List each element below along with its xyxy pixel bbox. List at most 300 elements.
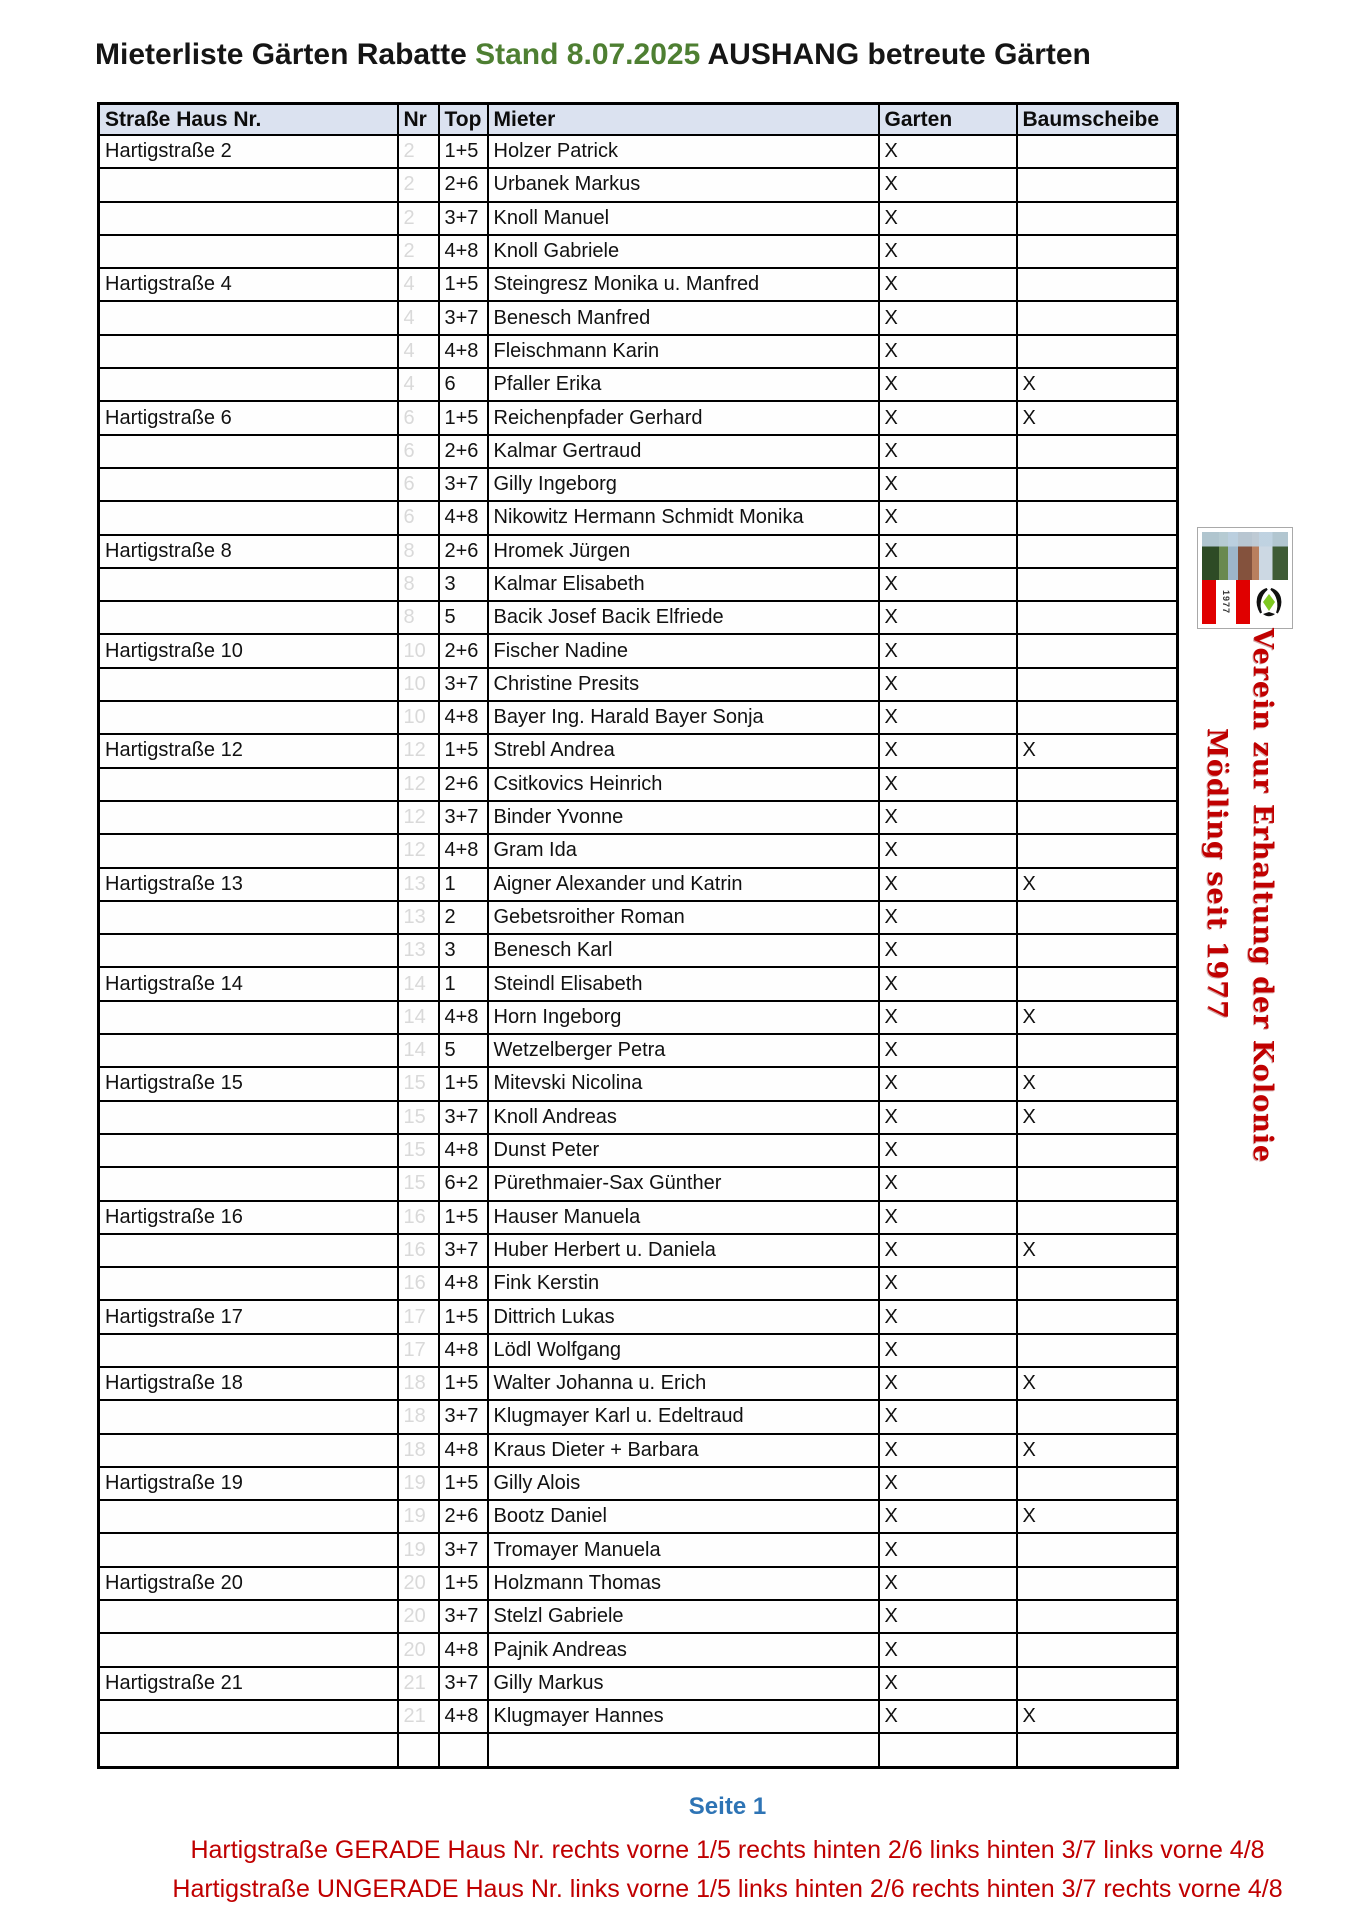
cell-nr: 2	[398, 202, 439, 235]
cell-baum: X	[1017, 734, 1178, 767]
cell-street	[99, 1034, 398, 1067]
logo-year-label: 1977	[1221, 589, 1232, 614]
table-row	[99, 468, 1178, 501]
cell-garten: X	[879, 768, 1017, 801]
cell-street: Hartigstraße 8	[99, 535, 398, 568]
cell-baum	[1017, 301, 1178, 334]
cell-street	[99, 202, 398, 235]
cell-street	[99, 701, 398, 734]
logo-bottom	[1202, 580, 1288, 624]
cell-baum	[1017, 701, 1178, 734]
cell-baum	[1017, 335, 1178, 368]
cell-nr: 8	[398, 535, 439, 568]
cell-top: 3+7	[439, 1101, 488, 1134]
cell-baum	[1017, 1567, 1178, 1600]
table-row	[99, 335, 1178, 368]
cell-nr: 20	[398, 1600, 439, 1633]
table-row	[99, 1667, 1178, 1700]
table-row	[99, 501, 1178, 534]
cell-garten: X	[879, 1500, 1017, 1533]
cell-nr: 20	[398, 1633, 439, 1666]
cell-garten: X	[879, 501, 1017, 534]
cell-mieter: Aigner Alexander und Katrin	[488, 868, 879, 901]
cell-top: 2	[439, 901, 488, 934]
cell-street	[99, 668, 398, 701]
table-row	[99, 1101, 1178, 1134]
cell-top: 1	[439, 967, 488, 1000]
table-row	[99, 168, 1178, 201]
table-row	[99, 135, 1178, 168]
cell-street	[99, 435, 398, 468]
cell-nr: 8	[398, 568, 439, 601]
cell-top: 1+5	[439, 1367, 488, 1400]
cell-garten: X	[879, 368, 1017, 401]
cell-baum	[1017, 535, 1178, 568]
cell-nr: 13	[398, 934, 439, 967]
cell-nr: 6	[398, 501, 439, 534]
table-row	[99, 734, 1178, 767]
cell-garten: X	[879, 967, 1017, 1000]
cell-street: Hartigstraße 2	[99, 135, 398, 168]
table-row	[99, 1400, 1178, 1433]
table-row	[99, 268, 1178, 301]
cell-top: 4+8	[439, 235, 488, 268]
cell-top: 3+7	[439, 1234, 488, 1267]
vertical-text-line2: Mödling seit 1977	[1201, 728, 1232, 1020]
table-row	[99, 801, 1178, 834]
cell-street	[99, 168, 398, 201]
cell-baum: X	[1017, 1434, 1178, 1467]
cell-nr: 15	[398, 1167, 439, 1200]
cell-baum: X	[1017, 368, 1178, 401]
flag-white-bar	[1216, 580, 1235, 624]
cell-street	[99, 1700, 398, 1733]
cell-garten: X	[879, 1034, 1017, 1067]
cell-nr: 18	[398, 1434, 439, 1467]
cell-baum	[1017, 1267, 1178, 1300]
cell-street	[99, 301, 398, 334]
cell-street: Hartigstraße 17	[99, 1300, 398, 1333]
cell-street	[99, 768, 398, 801]
cell-nr: 6	[398, 435, 439, 468]
cell-mieter: Gebetsroither Roman	[488, 901, 879, 934]
cell-baum	[1017, 901, 1178, 934]
table-row	[99, 1434, 1178, 1467]
table-row	[99, 668, 1178, 701]
table-row	[99, 1201, 1178, 1234]
cell-street	[99, 1334, 398, 1367]
cell-street	[99, 1733, 398, 1767]
table-row	[99, 1300, 1178, 1333]
cell-nr: 18	[398, 1400, 439, 1433]
logo-photo	[1202, 532, 1288, 580]
cell-street: Hartigstraße 18	[99, 1367, 398, 1400]
cell-garten: X	[879, 1567, 1017, 1600]
cell-nr: 2	[398, 235, 439, 268]
cell-street: Hartigstraße 14	[99, 967, 398, 1000]
tenant-table	[97, 102, 1179, 1769]
cell-nr: 6	[398, 468, 439, 501]
cell-mieter: Fleischmann Karin	[488, 335, 879, 368]
cell-mieter: Bacik Josef Bacik Elfriede	[488, 601, 879, 634]
cell-street	[99, 801, 398, 834]
cell-top: 4+8	[439, 1700, 488, 1733]
cell-mieter: Knoll Gabriele	[488, 235, 879, 268]
cell-street: Hartigstraße 15	[99, 1067, 398, 1100]
cell-garten: X	[879, 568, 1017, 601]
cell-baum	[1017, 268, 1178, 301]
cell-garten: X	[879, 468, 1017, 501]
cell-street	[99, 235, 398, 268]
table-row	[99, 368, 1178, 401]
cell-mieter: Hromek Jürgen	[488, 535, 879, 568]
cell-garten: X	[879, 934, 1017, 967]
cell-baum: X	[1017, 868, 1178, 901]
cell-garten: X	[879, 1533, 1017, 1566]
cell-top: 1+5	[439, 268, 488, 301]
page-number: Seite 1	[688, 1793, 767, 1820]
cell-street	[99, 1234, 398, 1267]
cell-garten: X	[879, 868, 1017, 901]
table-row	[99, 901, 1178, 934]
cell-street: Hartigstraße 13	[99, 868, 398, 901]
cell-mieter: Holzer Patrick	[488, 135, 879, 168]
table-row	[99, 1600, 1178, 1633]
cell-nr: 16	[398, 1201, 439, 1234]
table-row	[99, 1567, 1178, 1600]
cell-street	[99, 1001, 398, 1034]
cell-street: Hartigstraße 6	[99, 401, 398, 434]
cell-top: 2+6	[439, 168, 488, 201]
cell-garten: X	[879, 901, 1017, 934]
cell-nr: 18	[398, 1367, 439, 1400]
table-row	[99, 301, 1178, 334]
header-top: Top	[439, 104, 488, 136]
title-text-left: Mieterliste Gärten Rabatte	[95, 38, 476, 71]
cell-street	[99, 1500, 398, 1533]
cell-top: 5	[439, 601, 488, 634]
cell-mieter: Dunst Peter	[488, 1134, 879, 1167]
cell-top: 3	[439, 934, 488, 967]
cell-garten	[879, 1733, 1017, 1767]
cell-top: 1+5	[439, 401, 488, 434]
cell-street	[99, 834, 398, 867]
cell-baum: X	[1017, 1367, 1178, 1400]
cell-garten: X	[879, 535, 1017, 568]
table-row	[99, 601, 1178, 634]
cell-top: 1+5	[439, 1201, 488, 1234]
cell-top: 5	[439, 1034, 488, 1067]
cell-garten: X	[879, 1667, 1017, 1700]
cell-garten: X	[879, 1367, 1017, 1400]
table-row	[99, 1733, 1178, 1767]
cell-top: 3+7	[439, 301, 488, 334]
page-footer	[120, 1793, 1335, 1909]
cell-garten: X	[879, 1134, 1017, 1167]
cell-garten: X	[879, 1467, 1017, 1500]
cell-nr: 10	[398, 668, 439, 701]
cell-garten: X	[879, 701, 1017, 734]
cell-baum	[1017, 834, 1178, 867]
table-row	[99, 868, 1178, 901]
cell-garten: X	[879, 668, 1017, 701]
table-row	[99, 1034, 1178, 1067]
cell-baum	[1017, 1633, 1178, 1666]
cell-top: 3+7	[439, 202, 488, 235]
cell-garten: X	[879, 1700, 1017, 1733]
cell-street	[99, 368, 398, 401]
cell-baum	[1017, 934, 1178, 967]
cell-nr: 19	[398, 1500, 439, 1533]
cell-baum: X	[1017, 1234, 1178, 1267]
cell-garten: X	[879, 1234, 1017, 1267]
cell-nr: 2	[398, 168, 439, 201]
cell-street	[99, 1167, 398, 1200]
cell-street	[99, 468, 398, 501]
table-row	[99, 1700, 1178, 1733]
cell-garten: X	[879, 634, 1017, 667]
cell-nr: 2	[398, 135, 439, 168]
austria-flag-band	[1202, 580, 1250, 624]
table-row	[99, 435, 1178, 468]
cell-nr: 4	[398, 368, 439, 401]
cell-mieter: Tromayer Manuela	[488, 1533, 879, 1566]
cell-baum	[1017, 801, 1178, 834]
cell-nr: 13	[398, 868, 439, 901]
cell-baum	[1017, 235, 1178, 268]
cell-top: 2+6	[439, 634, 488, 667]
cell-baum	[1017, 202, 1178, 235]
cell-mieter: Lödl Wolfgang	[488, 1334, 879, 1367]
cell-nr: 19	[398, 1533, 439, 1566]
cell-nr: 20	[398, 1567, 439, 1600]
cell-street	[99, 934, 398, 967]
cell-nr: 10	[398, 701, 439, 734]
cell-street	[99, 1600, 398, 1633]
cell-nr: 15	[398, 1101, 439, 1134]
table-row	[99, 568, 1178, 601]
cell-top: 2+6	[439, 535, 488, 568]
cell-nr: 6	[398, 401, 439, 434]
cell-garten: X	[879, 1400, 1017, 1433]
cell-nr: 4	[398, 301, 439, 334]
table-row	[99, 634, 1178, 667]
cell-street	[99, 501, 398, 534]
cell-baum: X	[1017, 1500, 1178, 1533]
footer-note-ungerade: Hartigstraße UNGERADE Haus Nr. links vorne 1/5 links hinten 2/6 rechts hinten 3/7 rechts vorne 4/8	[172, 1875, 1283, 1903]
cell-garten: X	[879, 1167, 1017, 1200]
cell-garten: X	[879, 1001, 1017, 1034]
cell-mieter: Gilly Ingeborg	[488, 468, 879, 501]
club-vertical-text	[1193, 628, 1285, 1164]
cell-mieter: Steindl Elisabeth	[488, 967, 879, 1000]
cell-mieter: Knoll Andreas	[488, 1101, 879, 1134]
cell-nr: 21	[398, 1667, 439, 1700]
cell-nr: 12	[398, 734, 439, 767]
cell-baum	[1017, 1134, 1178, 1167]
header-nr: Nr	[398, 104, 439, 136]
club-emblem-icon	[1250, 580, 1288, 624]
cell-garten: X	[879, 1334, 1017, 1367]
cell-mieter: Strebl Andrea	[488, 734, 879, 767]
cell-top: 1+5	[439, 1300, 488, 1333]
cell-nr: 8	[398, 601, 439, 634]
table-row	[99, 1467, 1178, 1500]
cell-nr: 15	[398, 1067, 439, 1100]
cell-baum	[1017, 568, 1178, 601]
cell-nr: 4	[398, 268, 439, 301]
table-row	[99, 768, 1178, 801]
cell-top: 3+7	[439, 801, 488, 834]
cell-street	[99, 568, 398, 601]
cell-mieter: Gilly Markus	[488, 1667, 879, 1700]
cell-garten: X	[879, 168, 1017, 201]
cell-mieter: Knoll Manuel	[488, 202, 879, 235]
cell-top: 3+7	[439, 468, 488, 501]
cell-mieter: Kalmar Elisabeth	[488, 568, 879, 601]
cell-baum	[1017, 1334, 1178, 1367]
cell-street	[99, 1434, 398, 1467]
cell-street	[99, 335, 398, 368]
cell-garten: X	[879, 301, 1017, 334]
cell-street: Hartigstraße 16	[99, 1201, 398, 1234]
table-row	[99, 1633, 1178, 1666]
cell-top: 1+5	[439, 734, 488, 767]
cell-baum	[1017, 435, 1178, 468]
cell-garten: X	[879, 1600, 1017, 1633]
cell-mieter: Christine Presits	[488, 668, 879, 701]
cell-garten: X	[879, 834, 1017, 867]
cell-street: Hartigstraße 19	[99, 1467, 398, 1500]
cell-baum	[1017, 468, 1178, 501]
header-mieter: Mieter	[488, 104, 879, 136]
cell-nr: 15	[398, 1134, 439, 1167]
cell-nr: 17	[398, 1334, 439, 1367]
cell-top: 4+8	[439, 1267, 488, 1300]
cell-street: Hartigstraße 12	[99, 734, 398, 767]
cell-baum	[1017, 1600, 1178, 1633]
cell-mieter: Kalmar Gertraud	[488, 435, 879, 468]
cell-garten: X	[879, 601, 1017, 634]
header-baumscheibe: Baumscheibe	[1017, 104, 1178, 136]
cell-mieter: Horn Ingeborg	[488, 1001, 879, 1034]
cell-street	[99, 1533, 398, 1566]
cell-garten: X	[879, 401, 1017, 434]
cell-top: 2+6	[439, 1500, 488, 1533]
title-date: Stand 8.07.2025	[475, 38, 701, 71]
cell-baum	[1017, 601, 1178, 634]
cell-mieter: Fischer Nadine	[488, 634, 879, 667]
cell-mieter: Holzmann Thomas	[488, 1567, 879, 1600]
cell-baum: X	[1017, 1101, 1178, 1134]
cell-top: 1+5	[439, 135, 488, 168]
cell-garten: X	[879, 268, 1017, 301]
cell-mieter: Pajnik Andreas	[488, 1633, 879, 1666]
cell-baum: X	[1017, 401, 1178, 434]
cell-nr: 14	[398, 1034, 439, 1067]
cell-mieter: Dittrich Lukas	[488, 1300, 879, 1333]
cell-baum: X	[1017, 1700, 1178, 1733]
table-row	[99, 1500, 1178, 1533]
cell-top: 4+8	[439, 701, 488, 734]
cell-garten: X	[879, 1101, 1017, 1134]
cell-garten: X	[879, 1267, 1017, 1300]
cell-baum	[1017, 168, 1178, 201]
cell-mieter: Klugmayer Hannes	[488, 1700, 879, 1733]
table-row	[99, 834, 1178, 867]
table-row	[99, 967, 1178, 1000]
cell-mieter: Csitkovics Heinrich	[488, 768, 879, 801]
cell-nr: 10	[398, 634, 439, 667]
cell-garten: X	[879, 1201, 1017, 1234]
cell-top: 1+5	[439, 1567, 488, 1600]
cell-nr: 12	[398, 834, 439, 867]
cell-mieter: Gilly Alois	[488, 1467, 879, 1500]
cell-nr: 14	[398, 967, 439, 1000]
cell-top: 4+8	[439, 834, 488, 867]
table-row	[99, 1234, 1178, 1267]
header-garten: Garten	[879, 104, 1017, 136]
cell-mieter: Urbanek Markus	[488, 168, 879, 201]
table-row	[99, 235, 1178, 268]
cell-top: 3+7	[439, 668, 488, 701]
cell-mieter: Pürethmaier-Sax Günther	[488, 1167, 879, 1200]
table-row	[99, 1267, 1178, 1300]
cell-top: 4+8	[439, 1334, 488, 1367]
footer-note-gerade: Hartigstraße GERADE Haus Nr. rechts vorne 1/5 rechts hinten 2/6 links hinten 3/7 links vorne 4/8	[190, 1836, 1265, 1864]
cell-street	[99, 1400, 398, 1433]
cell-street: Hartigstraße 20	[99, 1567, 398, 1600]
table-row	[99, 1334, 1178, 1367]
cell-top: 1	[439, 868, 488, 901]
cell-mieter: Walter Johanna u. Erich	[488, 1367, 879, 1400]
cell-nr	[398, 1733, 439, 1767]
cell-garten: X	[879, 202, 1017, 235]
table-row	[99, 1067, 1178, 1100]
cell-mieter: Binder Yvonne	[488, 801, 879, 834]
cell-top: 3+7	[439, 1400, 488, 1433]
cell-mieter: Pfaller Erika	[488, 368, 879, 401]
cell-baum	[1017, 135, 1178, 168]
cell-street	[99, 1101, 398, 1134]
cell-street	[99, 1633, 398, 1666]
title-text-right: AUSHANG betreute Gärten	[700, 38, 1091, 71]
cell-street	[99, 901, 398, 934]
cell-mieter: Gram Ida	[488, 834, 879, 867]
cell-baum	[1017, 1533, 1178, 1566]
cell-baum	[1017, 1400, 1178, 1433]
cell-top: 6+2	[439, 1167, 488, 1200]
cell-top: 1+5	[439, 1067, 488, 1100]
cell-garten: X	[879, 335, 1017, 368]
cell-mieter: Klugmayer Karl u. Edeltraud	[488, 1400, 879, 1433]
cell-mieter: Huber Herbert u. Daniela	[488, 1234, 879, 1267]
cell-top: 2+6	[439, 768, 488, 801]
cell-mieter: Kraus Dieter + Barbara	[488, 1434, 879, 1467]
table-row	[99, 1367, 1178, 1400]
cell-top: 4+8	[439, 1633, 488, 1666]
header-street: Straße Haus Nr.	[99, 104, 398, 136]
table-row	[99, 535, 1178, 568]
cell-street: Hartigstraße 4	[99, 268, 398, 301]
cell-nr: 4	[398, 335, 439, 368]
cell-nr: 16	[398, 1234, 439, 1267]
cell-baum	[1017, 1667, 1178, 1700]
cell-mieter: Wetzelberger Petra	[488, 1034, 879, 1067]
cell-garten: X	[879, 435, 1017, 468]
cell-mieter	[488, 1733, 879, 1767]
cell-nr: 19	[398, 1467, 439, 1500]
